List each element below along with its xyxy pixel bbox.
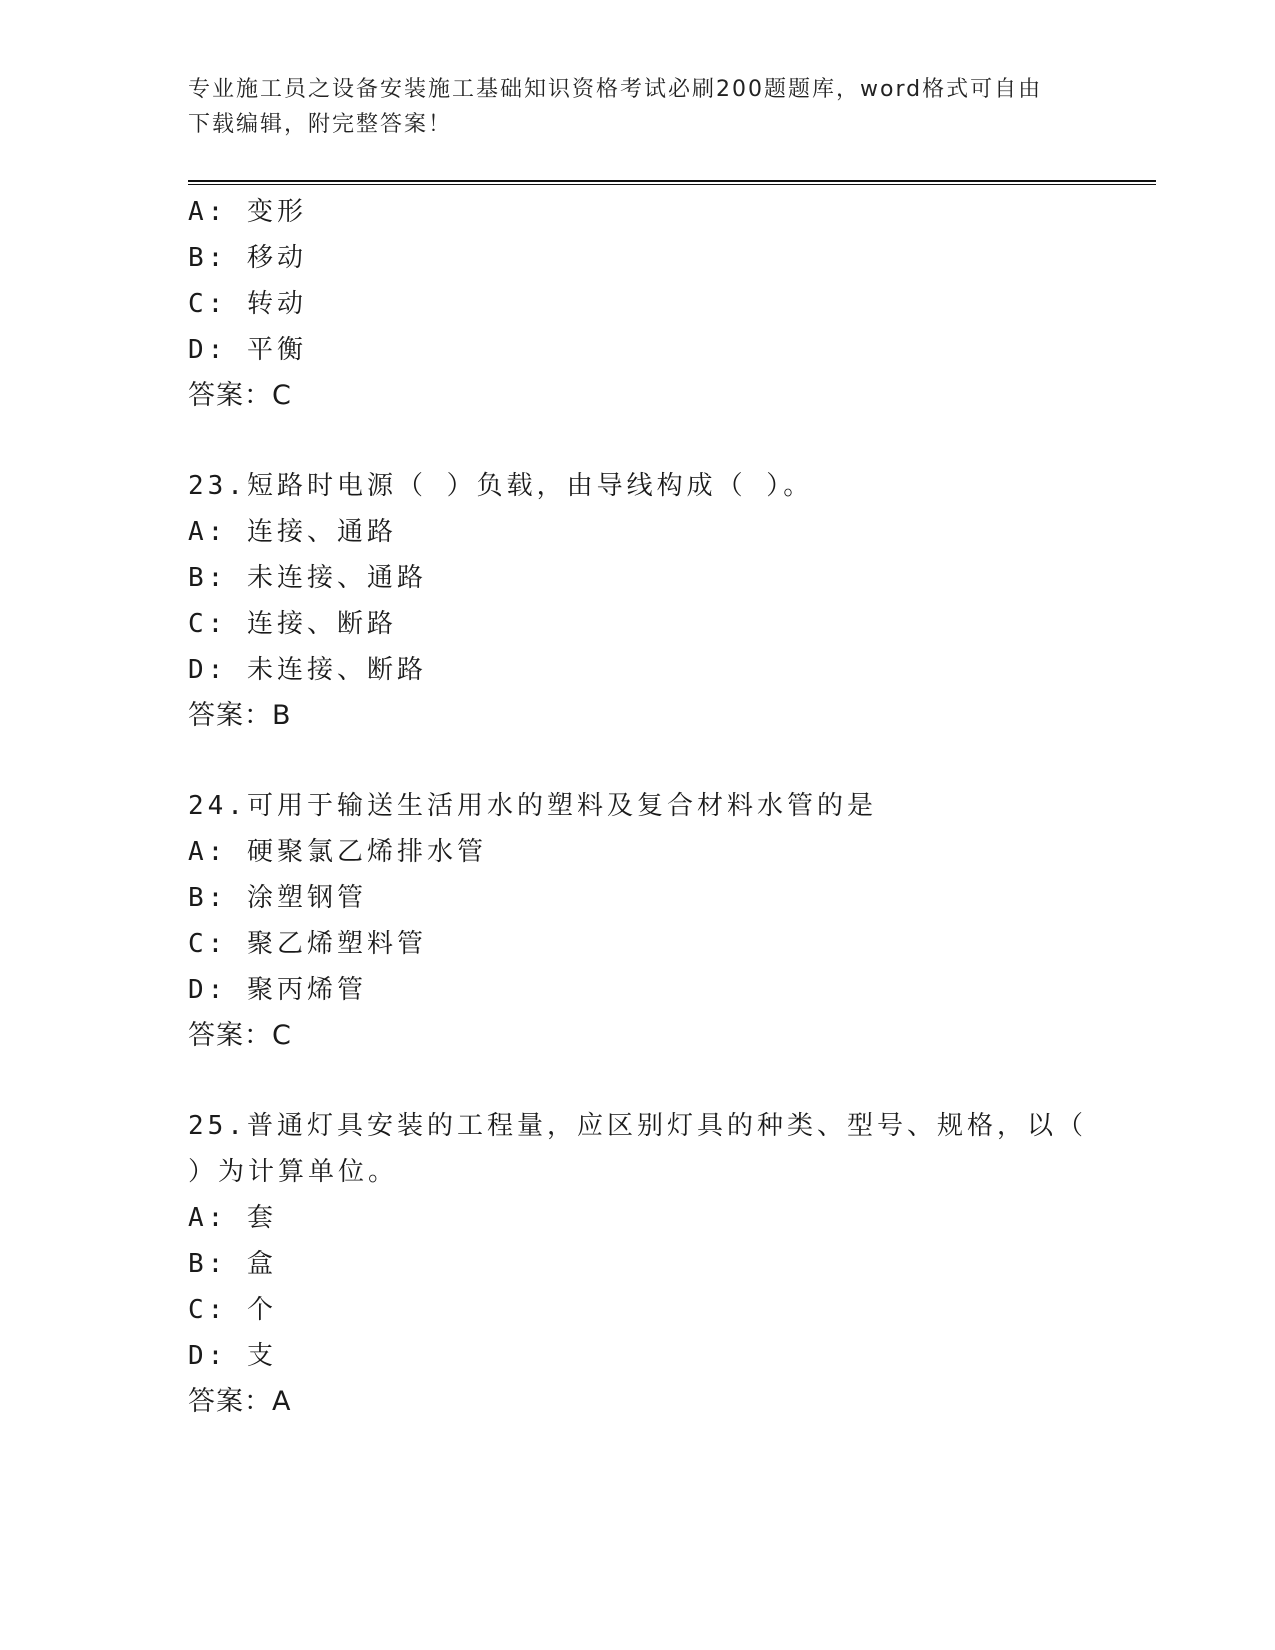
question-list xyxy=(188,189,1088,1425)
spacer xyxy=(188,739,1088,783)
option-c: C: 转动 xyxy=(188,289,307,319)
option-a: A: 硬聚氯乙烯排水管 xyxy=(188,837,487,867)
header-line-1: 专业施工员之设备安装施工基础知识资格考试必刷200题题库，word格式可自由 xyxy=(188,77,1043,102)
question-text: 24.可用于输送生活用水的塑料及复合材料水管的是 xyxy=(188,791,877,821)
option-b: B: 盒 xyxy=(188,1249,277,1279)
option-b: B: 涂塑钢管 xyxy=(188,883,367,913)
spacer xyxy=(188,1059,1088,1103)
option-c: C: 连接、断路 xyxy=(188,609,397,639)
option-d: D: 平衡 xyxy=(188,335,307,365)
header-divider-thick xyxy=(188,180,1156,182)
option-a: A: 套 xyxy=(188,1203,277,1233)
answer-line: 答案：C xyxy=(188,1020,292,1051)
option-a: A: 连接、通路 xyxy=(188,517,397,547)
document-header xyxy=(188,72,1088,142)
option-c: C: 聚乙烯塑料管 xyxy=(188,929,427,959)
question-23-block xyxy=(188,463,1088,739)
spacer xyxy=(188,419,1088,463)
header-divider-thin xyxy=(188,184,1156,185)
header-line-2: 下载编辑，附完整答案！ xyxy=(188,112,453,137)
option-c: C: 个 xyxy=(188,1295,277,1325)
question-text: 23.短路时电源（ ）负载，由导线构成（ ）。 xyxy=(188,471,814,501)
option-a: A: 变形 xyxy=(188,197,307,227)
option-b: B: 未连接、通路 xyxy=(188,563,427,593)
answer-line: 答案：A xyxy=(188,1386,292,1417)
answer-line: 答案：C xyxy=(188,380,292,411)
option-d: D: 未连接、断路 xyxy=(188,655,427,685)
question-text-line-2: ）为计算单位。 xyxy=(188,1157,399,1187)
question-22-block xyxy=(188,189,1088,419)
question-text-line-1: 25.普通灯具安装的工程量，应区别灯具的种类、型号、规格，以（ xyxy=(188,1111,1087,1141)
option-d: D: 聚丙烯管 xyxy=(188,975,367,1005)
option-b: B: 移动 xyxy=(188,243,307,273)
question-24-block xyxy=(188,783,1088,1059)
option-d: D: 支 xyxy=(188,1341,277,1371)
question-25-block xyxy=(188,1103,1088,1425)
answer-line: 答案：B xyxy=(188,700,292,731)
